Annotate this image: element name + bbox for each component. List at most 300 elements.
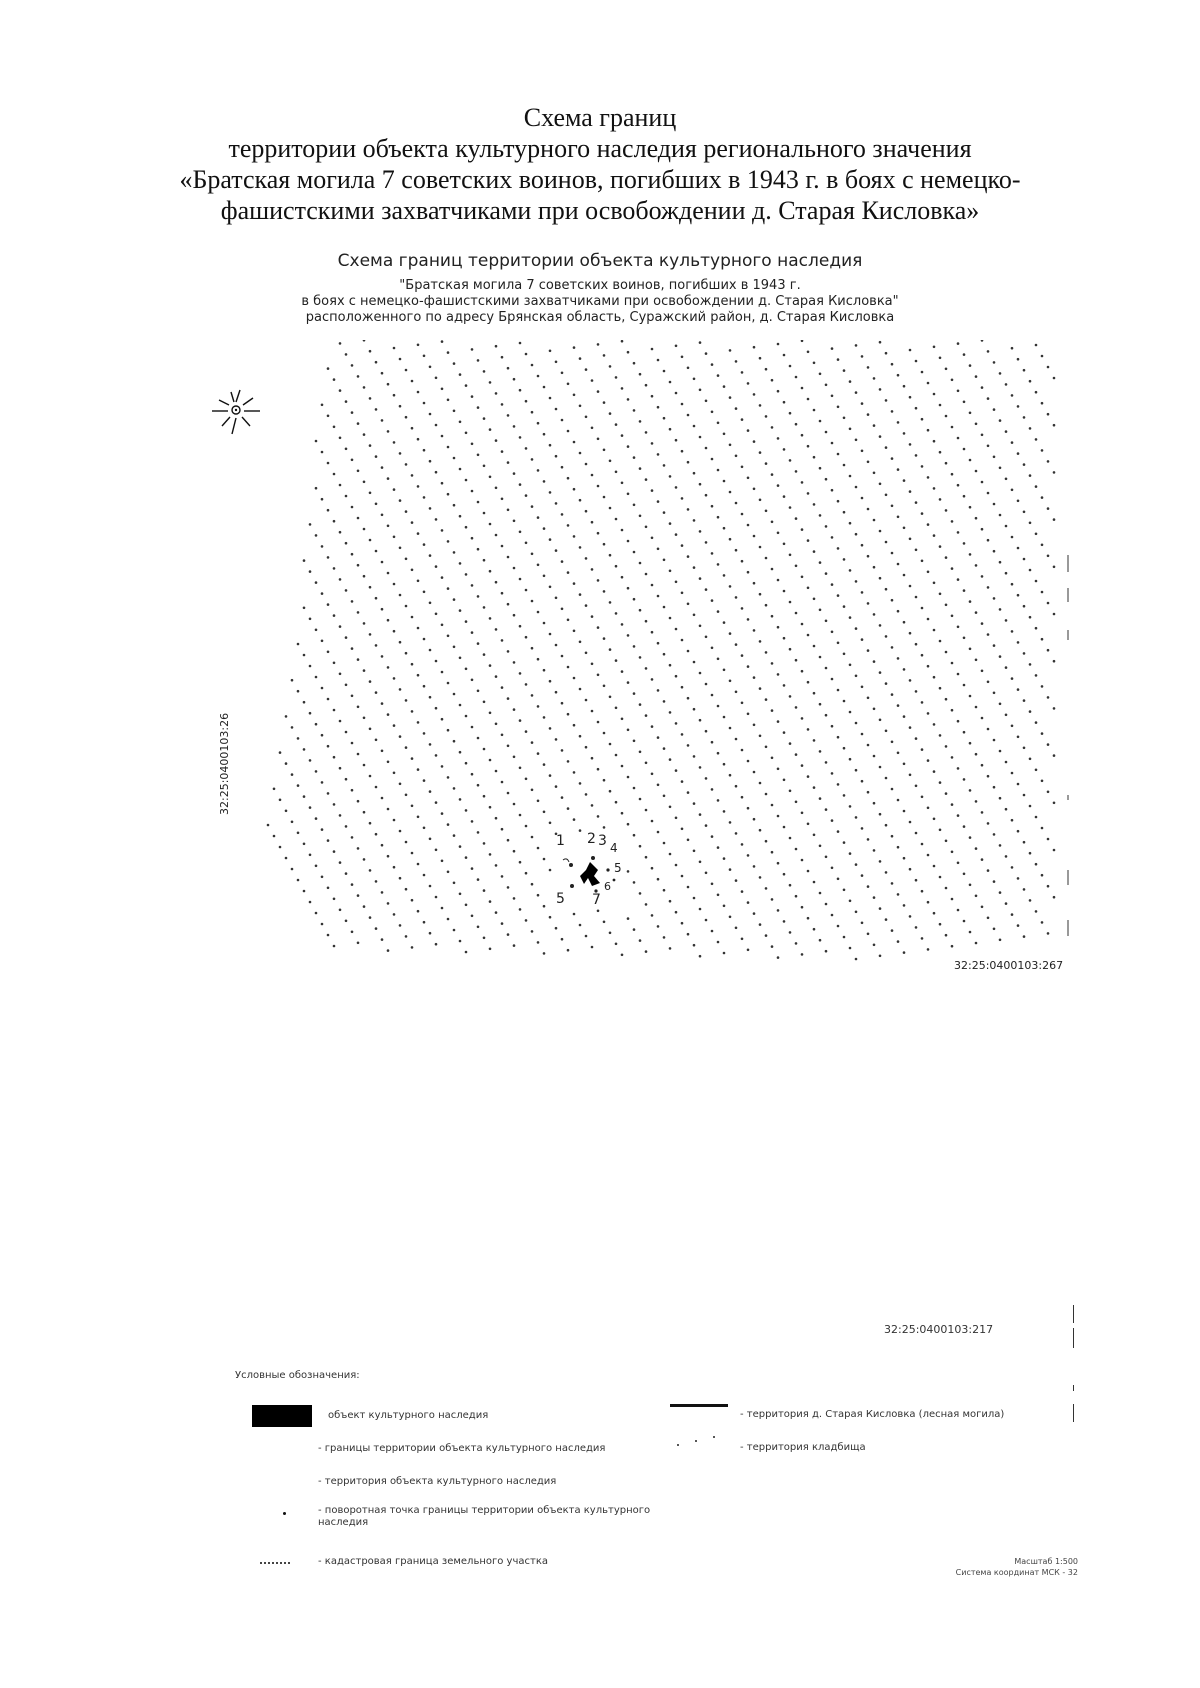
territory-dot [1005,855,1008,858]
territory-dot [909,868,912,871]
territory-dot [963,920,966,923]
territory-dot [789,459,792,462]
territory-dot [633,645,636,648]
territory-dot [921,843,924,846]
territory-dot [849,711,852,714]
territory-dot [381,419,384,422]
territory-dot [639,939,642,942]
territory-dot [1041,355,1044,358]
territory-dot [729,821,732,824]
territory-dot [969,931,972,934]
territory-dot [447,351,450,354]
territory-dot [351,411,354,414]
territory-dot [963,589,966,592]
territory-dot [903,904,906,907]
territory-dot [615,754,618,757]
territory-dot [399,924,402,927]
territory-dot [537,705,540,708]
territory-dot [789,648,792,651]
territory-dot [663,936,666,939]
territory-dot [1023,463,1026,466]
territory-dot [957,626,960,629]
territory-dot [675,769,678,772]
territory-dot [975,706,978,709]
territory-dot [345,589,348,592]
territory-dot [969,459,972,462]
territory-dot [897,516,900,519]
territory-dot [591,710,594,713]
territory-dot [345,353,348,356]
territory-dot [507,933,510,936]
territory-dot [693,802,696,805]
territory-dot [909,349,912,352]
territory-dot [513,614,516,617]
territory-dot [447,446,450,449]
territory-dot [663,464,666,467]
territory-dot [759,593,762,596]
territory-dot [687,791,690,794]
territory-dot [765,887,768,890]
territory-dot [537,422,540,425]
territory-dot [1035,627,1038,630]
territory-dot [459,373,462,376]
territory-dot [981,386,984,389]
territory-dot [1011,913,1014,916]
territory-dot [645,667,648,670]
territory-dot [1005,430,1008,433]
territory-dot [873,519,876,522]
territory-dot [723,857,726,860]
territory-dot [927,807,930,810]
territory-dot [387,855,390,858]
territory-dot [459,798,462,801]
territory-dot [801,906,804,909]
territory-dot [945,651,948,654]
territory-dot [417,485,420,488]
territory-dot [387,761,390,764]
territory-dot [633,362,636,365]
territory-dot [549,397,552,400]
territory-dot [1035,438,1038,441]
territory-dot [621,482,624,485]
territory-dot [339,437,342,440]
territory-dot [285,810,288,813]
territory-dot [1023,935,1026,938]
point-label-4: 4 [610,841,618,855]
territory-dot [1005,478,1008,481]
territory-dot [615,376,618,379]
territory-dot [837,830,840,833]
territory-dot [333,662,336,665]
territory-dot [729,585,732,588]
territory-dot [597,532,600,535]
territory-dot [921,937,924,940]
map-caption-line-1: "Братская могила 7 советских воинов, погибших в 1943 г. [399,278,801,293]
territory-dot [465,809,468,812]
territory-dot [885,446,888,449]
territory-dot [747,713,750,716]
territory-dot [705,730,708,733]
territory-dot [1023,416,1026,419]
territory-dot [939,687,942,690]
territory-dot [291,726,294,729]
territory-dot [471,915,474,918]
territory-dot [477,359,480,362]
territory-dot [675,911,678,914]
territory-dot [531,694,534,697]
territory-dot [633,456,636,459]
territory-dot [627,398,630,401]
territory-dot [303,607,306,610]
territory-dot [429,696,432,699]
territory-dot [813,881,816,884]
territory-dot [981,670,984,673]
territory-dot [849,664,852,667]
territory-dot [783,448,786,451]
territory-dot [867,413,870,416]
territory-dot [939,404,942,407]
territory-dot [495,628,498,631]
territory-dot [819,656,822,659]
territory-dot [789,506,792,509]
territory-dot [573,346,576,349]
territory-dot [981,575,984,578]
territory-dot [801,717,804,720]
territory-dot [735,549,738,552]
territory-dot [513,661,516,664]
territory-dot [465,620,468,623]
territory-dot [663,889,666,892]
territory-dot [795,376,798,379]
territory-dot [315,629,318,632]
territory-dot [1023,558,1026,561]
territory-dot [807,492,810,495]
territory-dot [615,943,618,946]
territory-dot [657,453,660,456]
territory-dot [747,618,750,621]
territory-dot [1017,830,1020,833]
territory-dot [1041,921,1044,924]
territory-dot [645,762,648,765]
territory-dot [609,601,612,604]
document-title [80,102,1120,226]
territory-dot [897,940,900,943]
territory-dot [633,692,636,695]
territory-dot [555,644,558,647]
territory-dot [843,464,846,467]
territory-dot [447,871,450,874]
territory-dot [927,382,930,385]
territory-dot [603,354,606,357]
territory-dot [933,629,936,632]
territory-dot [579,357,582,360]
territory-dot [591,474,594,477]
territory-dot [789,554,792,557]
territory-dot [795,848,798,851]
territory-dot [723,716,726,719]
territory-dot [489,523,492,526]
territory-dot [921,890,924,893]
territory-dot [915,832,918,835]
territory-dot [627,351,630,354]
territory-dot [933,440,936,443]
territory-dot [813,598,816,601]
territory-dot [561,938,564,941]
territory-dot [423,827,426,830]
territory-dot [861,874,864,877]
territory-dot [999,844,1002,847]
territory-dot [369,822,372,825]
territory-dot [429,790,432,793]
territory-dot [753,582,756,585]
territory-dot [1011,536,1014,539]
territory-dot [1017,358,1020,361]
territory-dot [627,776,630,779]
territory-dot [621,765,624,768]
territory-dot [345,448,348,451]
territory-dot [519,719,522,722]
territory-dot [333,567,336,570]
territory-dot [339,909,342,912]
territory-dot [819,797,822,800]
territory-dot [303,559,306,562]
territory-dot [1047,791,1050,794]
territory-dot [585,746,588,749]
territory-dot [1041,780,1044,783]
territory-dot [333,945,336,948]
territory-dot [285,762,288,765]
territory-dot [747,665,750,668]
territory-dot [555,455,558,458]
territory-dot [1017,688,1020,691]
territory-dot [483,748,486,751]
territory-dot [711,363,714,366]
territory-dot [723,574,726,577]
territory-dot [549,774,552,777]
territory-dot [669,522,672,525]
territory-dot [933,818,936,821]
territory-dot [465,668,468,671]
territory-dot [1041,496,1044,499]
territory-dot [765,793,768,796]
territory-dot [795,942,798,945]
territory-dot [555,927,558,930]
territory-dot [861,544,864,547]
territory-dot [447,399,450,402]
territory-dot [711,599,714,602]
territory-dot [327,415,330,418]
territory-dot [975,375,978,378]
territory-dot [561,796,564,799]
territory-dot [873,613,876,616]
territory-dot [537,516,540,519]
territory-dot [327,556,330,559]
territory-dot [327,509,330,512]
territory-dot [717,469,720,472]
territory-dot [567,949,570,952]
territory-dot [1005,572,1008,575]
territory-dot [981,434,984,437]
territory-dot [843,511,846,514]
territory-dot [531,741,534,744]
territory-dot [669,947,672,950]
territory-dot [975,942,978,945]
territory-dot [747,901,750,904]
territory-dot [795,517,798,520]
territory-dot [351,742,354,745]
territory-dot [453,882,456,885]
territory-dot [867,744,870,747]
point-label-6: 6 [604,880,611,893]
territory-dot [1035,580,1038,583]
territory-dot [939,498,942,501]
territory-dot [933,346,936,349]
territory-dot [615,423,618,426]
territory-dot [627,870,630,873]
territory-dot [729,774,732,777]
territory-dot [843,841,846,844]
territory-dot [1029,805,1032,808]
territory-dot [489,617,492,620]
territory-dot [627,540,630,543]
territory-dot [789,601,792,604]
territory-dot [843,936,846,939]
territory-dot [807,398,810,401]
territory-dot [927,665,930,668]
territory-dot [285,857,288,860]
territory-dot [357,894,360,897]
territory-dot [705,494,708,497]
territory-dot [897,468,900,471]
territory-dot [579,405,582,408]
territory-dot [459,704,462,707]
territory-dot [393,772,396,775]
territory-dot [639,798,642,801]
territory-dot [609,412,612,415]
territory-dot [423,449,426,452]
territory-dot [639,515,642,518]
territory-dot [855,816,858,819]
territory-dot [585,510,588,513]
territory-dot [585,463,588,466]
territory-dot [417,532,420,535]
territory-dot [669,806,672,809]
territory-dot [1029,710,1032,713]
territory-dot [339,484,342,487]
territory-dot [825,431,828,434]
territory-dot [987,492,990,495]
territory-dot [639,373,642,376]
territory-dot [489,428,492,431]
territory-dot [525,400,528,403]
territory-dot [951,945,954,948]
territory-dot [1047,507,1050,510]
territory-dot [489,853,492,856]
territory-dot [609,365,612,368]
territory-dot [1005,761,1008,764]
territory-dot [549,350,552,353]
territory-dot [333,898,336,901]
territory-dot [351,553,354,556]
territory-dot [807,445,810,448]
territory-dot [519,483,522,486]
territory-dot [903,479,906,482]
territory-dot [537,752,540,755]
territory-dot [495,723,498,726]
territory-dot [969,506,972,509]
territory-dot [399,783,402,786]
territory-dot [573,677,576,680]
territory-dot [909,443,912,446]
territory-dot [687,839,690,842]
territory-dot [669,853,672,856]
territory-dot [669,711,672,714]
territory-dot [717,941,720,944]
territory-dot [363,858,366,861]
territory-dot [741,702,744,705]
territory-dot [393,441,396,444]
territory-dot [291,868,294,871]
territory-dot [753,346,756,349]
territory-dot [1011,441,1014,444]
edge-mark-1 [1073,1305,1074,1323]
territory-dot [711,411,714,414]
territory-dot [831,395,834,398]
territory-dot [603,496,606,499]
territory-dot [861,733,864,736]
territory-dot [807,823,810,826]
territory-dot [759,829,762,832]
territory-dot [435,896,438,899]
territory-dot [867,791,870,794]
territory-dot [705,777,708,780]
territory-dot [489,476,492,479]
legend-object-label: объект культурного наследия [328,1410,489,1421]
territory-dot [1011,347,1014,350]
territory-dot [645,620,648,623]
territory-dot [513,472,516,475]
territory-dot [669,758,672,761]
territory-dot [723,763,726,766]
territory-dot [795,801,798,804]
title-line-4: фашистскими захватчиками при освобождении д. Старая Кисловка» [220,196,980,225]
territory-dot [705,872,708,875]
territory-dot [585,416,588,419]
territory-dot [1023,888,1026,891]
edge-mark-3 [1073,1385,1074,1391]
territory-dot [663,559,666,562]
territory-dot [639,892,642,895]
territory-dot [819,892,822,895]
territory-dot [1011,630,1014,633]
territory-dot [717,374,720,377]
territory-dot [819,373,822,376]
territory-dot [957,673,960,676]
territory-dot [501,356,504,359]
territory-dot [585,935,588,938]
territory-dot [915,690,918,693]
territory-dot [705,447,708,450]
territory-dot [945,556,948,559]
territory-dot [603,543,606,546]
territory-dot [687,414,690,417]
territory-dot [861,402,864,405]
territory-dot [369,633,372,636]
territory-dot [711,883,714,886]
territory-dot [765,462,768,465]
territory-dot [837,594,840,597]
territory-dot [741,513,744,516]
